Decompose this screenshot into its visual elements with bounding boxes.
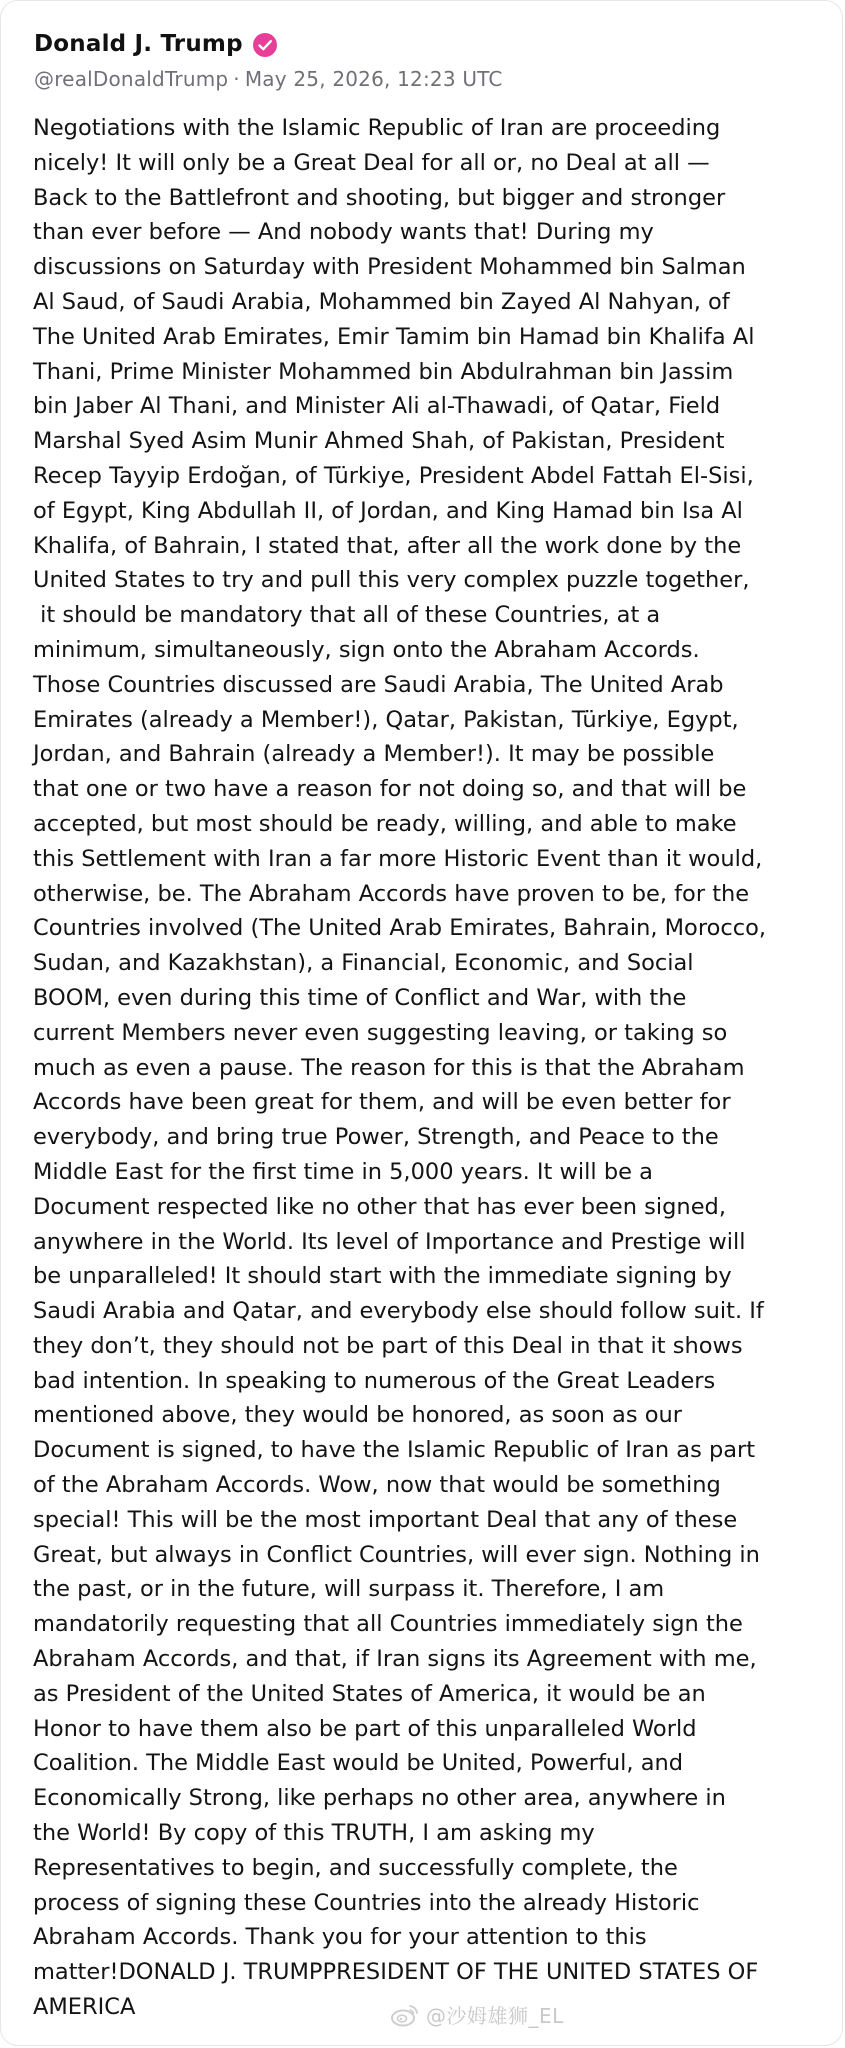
post-timestamp[interactable]: May 25, 2026, 12:23 UTC: [244, 67, 503, 91]
post-meta: [34, 67, 812, 91]
watermark-text: @沙姆雄狮_EL: [426, 2004, 564, 2028]
author-name[interactable]: Donald J. Trump: [34, 31, 243, 57]
meta-separator: ·: [233, 67, 240, 91]
post-body-text: Negotiations with the Islamic Republic of Iran are proceeding nicely! It will only be a Great Deal for all or, no Deal at all — Back to the Battlefront and shooting, but bigger and stronger than ever before — And nobody wants that! During my discussions on Saturday with President Mohammed bin Salman Al Saud, of Saudi Arabia, Mohammed bin Zayed Al Nahyan, of The United Arab Emirates, Emir Tamim bin Hamad bin Khalifa Al Thani, Prime Minister Mohammed bin Abdulrahman bin Jassim bin Jaber Al Thani, and Minister Ali al-Thawadi, of Qatar, Field Marshal Syed Asim Munir Ahmed Shah, of Pakistan, President Recep Tayyip Erdoğan, of Türkiye, President Abdel Fattah El-Sisi, of Egypt, King Abdullah II, of Jordan, and King Hamad bin Isa Al Khalifa, of Bahrain, I stated that, after all the work done by the United States to try and pull this very complex puzzle together, it should be mandatory that all of these Countries, at a minimum, simultaneously, sign onto the Abraham Accords. Those Countries discussed are Saudi Arabia, The United Arab Emirates (already a Member!), Qatar, Pakistan, Türkiye, Egypt, Jordan, and Bahrain (already a Member!). It may be possible that one or two have a reason for not doing so, and that will be accepted, but most should be ready, willing, and able to make this Settlement with Iran a far more Historic Event than it would, otherwise, be. The Abraham Accords have proven to be, for the Countries involved (The United Arab Emirates, Bahrain, Morocco, Sudan, and Kazakhstan), a Financial, Economic, and Social BOOM, even during this time of Conflict and War, with the current Members never even suggesting leaving, or taking so much as even a pause. The reason for this is that the Abraham Accords have been great for them, and will be even better for everybody, and bring true Power, Strength, and Peace to the Middle East for the first time in 5,000 years. It will be a Document respected like no other that has ever been signed, anywhere in the World. Its level of Importance and Prestige will be unparalleled! It should start with the immediate signing by Saudi Arabia and Qatar, and everybody else should follow suit. If they don’t, they should not be part of this Deal in that it shows bad intention. In speaking to numerous of the Great Leaders mentioned above, they would be honored, as soon as our Document is signed, to have the Islamic Republic of Iran as part of the Abraham Accords. Wow, now that would be something special! This will be the most important Deal that any of these Great, but always in Conflict Countries, will ever sign. Nothing in the past, or in the future, will surpass it. Therefore, I am mandatorily requesting that all Countries immediately sign the Abraham Accords, and that, if Iran signs its Agreement with me, as President of the United States of America, it would be an Honor to have them also be part of this unparalleled World Coalition. The Middle East would be United, Powerful, and Economically Strong, like perhaps no other area, anywhere in the World! By copy of this TRUTH, I am asking my Representatives to begin, and successfully complete, the process of signing these Countries into the already Historic Abraham Accords. Thank you for your attention to this matter!DONALD J. TRUMPPRESIDENT OF THE UNITED STATES OF AMERICA: [33, 115, 767, 2021]
post-header: [34, 27, 812, 91]
author-row: [34, 27, 812, 61]
verified-check-icon: [252, 32, 278, 58]
weibo-logo-icon: [390, 2002, 420, 2028]
watermark: [390, 2000, 564, 2029]
author-handle[interactable]: @realDonaldTrump: [34, 67, 229, 91]
